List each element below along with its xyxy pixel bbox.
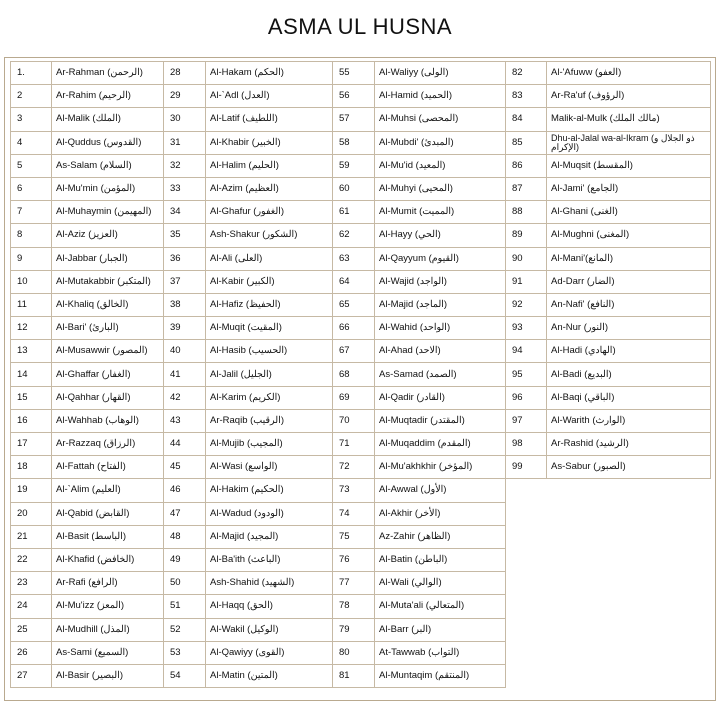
name-number: 90: [506, 247, 547, 270]
table-row: [11, 317, 711, 340]
name-text: Al-Akhir (الأخر): [375, 502, 506, 525]
empty-cell: [506, 618, 711, 641]
name-number: 66: [333, 317, 375, 340]
name-number: 56: [333, 85, 375, 108]
name-number: 23: [11, 572, 52, 595]
name-number: 20: [11, 502, 52, 525]
table-row: [11, 433, 711, 456]
name-number: 63: [333, 247, 375, 270]
names-table: [10, 61, 711, 688]
name-text: Ar-Ra'uf (الرؤوف): [547, 85, 711, 108]
table-row: [11, 386, 711, 409]
table-row: [11, 293, 711, 316]
name-number: 22: [11, 548, 52, 571]
name-text: Ad-Darr (الضار): [547, 270, 711, 293]
table-row: [11, 502, 711, 525]
name-text: Al-'Afuww (العفو): [547, 62, 711, 85]
name-text: Al-Muntaqim (المنتقم): [375, 664, 506, 687]
name-text: Al-Batin (الباطن): [375, 548, 506, 571]
table-row: [11, 664, 711, 687]
table-row: [11, 62, 711, 85]
name-text: As-Sabur (الصبور): [547, 456, 711, 479]
name-text: Al-Mu'min (المؤمن): [52, 177, 164, 200]
name-number: 41: [164, 363, 206, 386]
name-number: 60: [333, 177, 375, 200]
name-text: Al-Mubdi' (المبدئ): [375, 131, 506, 154]
name-text: Al-Mudhill (المذل): [52, 618, 164, 641]
name-text: Al-`Alim (العليم): [52, 479, 164, 502]
name-number: 79: [333, 618, 375, 641]
name-text: Al-Qabid (القابض): [52, 502, 164, 525]
name-number: 96: [506, 386, 547, 409]
name-number: 92: [506, 293, 547, 316]
name-text: Ar-Rafi (الرافع): [52, 572, 164, 595]
name-number: 31: [164, 131, 206, 154]
name-number: 42: [164, 386, 206, 409]
name-number: 35: [164, 224, 206, 247]
table-row: [11, 340, 711, 363]
table-row: [11, 177, 711, 200]
table-row: [11, 201, 711, 224]
name-number: 45: [164, 456, 206, 479]
name-number: 46: [164, 479, 206, 502]
name-number: 49: [164, 548, 206, 571]
name-number: 8: [11, 224, 52, 247]
empty-cell: [506, 479, 711, 502]
name-number: 4: [11, 131, 52, 154]
table-row: [11, 131, 711, 154]
name-text: Al-Khaliq (الخالق): [52, 293, 164, 316]
name-text: Al-Khafid (الخافض): [52, 548, 164, 571]
name-number: 14: [11, 363, 52, 386]
name-number: 84: [506, 108, 547, 131]
name-number: 57: [333, 108, 375, 131]
name-text: Az-Zahir (الظاهر): [375, 525, 506, 548]
empty-cell: [506, 595, 711, 618]
name-text: An-Nur (النور): [547, 317, 711, 340]
name-text: Al-Hadi (الهادي): [547, 340, 711, 363]
table-row: [11, 409, 711, 432]
name-number: 95: [506, 363, 547, 386]
name-number: 40: [164, 340, 206, 363]
name-text: Al-Ahad (الاحد): [375, 340, 506, 363]
empty-cell: [506, 572, 711, 595]
table-row: [11, 363, 711, 386]
name-text: Al-Aziz (العزيز): [52, 224, 164, 247]
name-number: 5: [11, 154, 52, 177]
name-text: Al-Halim (الحليم): [206, 154, 333, 177]
name-text: Al-Jalil (الجليل): [206, 363, 333, 386]
name-number: 34: [164, 201, 206, 224]
name-text: Al-`Adl (العدل): [206, 85, 333, 108]
name-text: Al-Baqi (الباقي): [547, 386, 711, 409]
name-text: Al-Muqaddim (المقدم): [375, 433, 506, 456]
name-number: 88: [506, 201, 547, 224]
name-text: Ar-Raqib (الرقيب): [206, 409, 333, 432]
name-text: Al-Jami' (الجامع): [547, 177, 711, 200]
name-number: 78: [333, 595, 375, 618]
name-text: Al-Quddus (القدوس): [52, 131, 164, 154]
name-number: 69: [333, 386, 375, 409]
empty-cell: [506, 525, 711, 548]
name-text: Al-Ghaffar (الغفار): [52, 363, 164, 386]
name-text: Al-Ba'ith (الباعث): [206, 548, 333, 571]
name-number: 87: [506, 177, 547, 200]
name-text: Malik-al-Mulk (مالك الملك): [547, 108, 711, 131]
name-number: 77: [333, 572, 375, 595]
name-text: Ar-Rashid (الرشيد): [547, 433, 711, 456]
name-number: 76: [333, 548, 375, 571]
table-row: [11, 572, 711, 595]
name-text: Al-Hakim (الحكيم): [206, 479, 333, 502]
name-text: Al-Majid (الماجد): [375, 293, 506, 316]
name-text: Al-Karim (الكريم): [206, 386, 333, 409]
table-row: [11, 85, 711, 108]
table-row: [11, 154, 711, 177]
name-text: Al-Hakam (الحكم): [206, 62, 333, 85]
name-number: 99: [506, 456, 547, 479]
table-row: [11, 618, 711, 641]
name-number: 91: [506, 270, 547, 293]
name-text: Al-Badi (البديع): [547, 363, 711, 386]
name-text: Al-Ghafur (الغفور): [206, 201, 333, 224]
name-text: Al-Haqq (الحق): [206, 595, 333, 618]
name-number: 2: [11, 85, 52, 108]
name-number: 89: [506, 224, 547, 247]
name-number: 54: [164, 664, 206, 687]
name-number: 67: [333, 340, 375, 363]
empty-cell: [506, 502, 711, 525]
name-text: Al-Hayy (الحي): [375, 224, 506, 247]
name-text: Al-Wasi (الواسع): [206, 456, 333, 479]
name-text: Al-Ali (العلى): [206, 247, 333, 270]
empty-cell: [506, 641, 711, 664]
name-number: 25: [11, 618, 52, 641]
name-number: 59: [333, 154, 375, 177]
name-text: Al-Wadud (الودود): [206, 502, 333, 525]
name-number: 52: [164, 618, 206, 641]
name-number: 27: [11, 664, 52, 687]
name-number: 48: [164, 525, 206, 548]
name-text: Al-Mu'id (المعيد): [375, 154, 506, 177]
name-number: 1.: [11, 62, 52, 85]
name-text: Al-Qahhar (القهار): [52, 386, 164, 409]
name-number: 94: [506, 340, 547, 363]
name-number: 61: [333, 201, 375, 224]
name-number: 55: [333, 62, 375, 85]
name-number: 17: [11, 433, 52, 456]
name-text: Ash-Shahid (الشهيد): [206, 572, 333, 595]
name-number: 70: [333, 409, 375, 432]
name-number: 9: [11, 247, 52, 270]
name-text: Al-Wakil (الوكيل): [206, 618, 333, 641]
name-text: As-Samad (الصمد): [375, 363, 506, 386]
name-number: 30: [164, 108, 206, 131]
empty-cell: [506, 548, 711, 571]
name-number: 12: [11, 317, 52, 340]
name-text: Dhu-al-Jalal wa-al-Ikram (ذو الجلال و الإكرام): [547, 131, 711, 154]
name-number: 33: [164, 177, 206, 200]
name-text: Al-Qawiyy (القوى): [206, 641, 333, 664]
name-text: Al-Muqtadir (المقتدر): [375, 409, 506, 432]
name-text: Al-Qayyum (القيوم): [375, 247, 506, 270]
name-text: Al-Mughni (المغنى): [547, 224, 711, 247]
name-number: 16: [11, 409, 52, 432]
name-text: Al-Latif (اللطيف): [206, 108, 333, 131]
name-text: Al-Hafiz (الحفيظ): [206, 293, 333, 316]
name-number: 53: [164, 641, 206, 664]
name-number: 80: [333, 641, 375, 664]
name-text: Al-Fattah (الفتاح): [52, 456, 164, 479]
name-text: Al-Wajid (الواجد): [375, 270, 506, 293]
name-number: 10: [11, 270, 52, 293]
name-number: 24: [11, 595, 52, 618]
name-number: 62: [333, 224, 375, 247]
name-text: Al-Wali (الوالي): [375, 572, 506, 595]
name-number: 74: [333, 502, 375, 525]
name-text: Al-Hamid (الحميد): [375, 85, 506, 108]
table-row: [11, 108, 711, 131]
name-text: Al-Kabir (الكبير): [206, 270, 333, 293]
name-text: Ar-Razzaq (الرزاق): [52, 433, 164, 456]
name-number: 68: [333, 363, 375, 386]
name-number: 86: [506, 154, 547, 177]
name-text: Al-Wahid (الواحد): [375, 317, 506, 340]
name-number: 3: [11, 108, 52, 131]
name-number: 75: [333, 525, 375, 548]
name-number: 6: [11, 177, 52, 200]
name-text: Al-Mutakabbir (المتكبر): [52, 270, 164, 293]
name-text: Ash-Shakur (الشكور): [206, 224, 333, 247]
name-text: Al-Muhyi (المحيى): [375, 177, 506, 200]
table-row: [11, 479, 711, 502]
name-text: Al-Waliyy (الولى): [375, 62, 506, 85]
name-text: Al-Qadir (القادر): [375, 386, 506, 409]
name-text: Al-Muta'ali (المتعالي): [375, 595, 506, 618]
name-text: At-Tawwab (التواب): [375, 641, 506, 664]
name-number: 85: [506, 131, 547, 154]
name-number: 13: [11, 340, 52, 363]
name-text: Al-Muhsi (المحصى): [375, 108, 506, 131]
name-text: Al-Muhaymin (المهيمن): [52, 201, 164, 224]
name-text: An-Nafi' (النافع): [547, 293, 711, 316]
name-number: 39: [164, 317, 206, 340]
name-number: 98: [506, 433, 547, 456]
name-text: Al-Jabbar (الجبار): [52, 247, 164, 270]
name-text: Al-Bari' (البارئ): [52, 317, 164, 340]
name-text: Al-Mu'izz (المعز): [52, 595, 164, 618]
name-number: 26: [11, 641, 52, 664]
name-number: 7: [11, 201, 52, 224]
name-number: 81: [333, 664, 375, 687]
name-text: Al-Musawwir (المصور): [52, 340, 164, 363]
name-number: 71: [333, 433, 375, 456]
name-number: 38: [164, 293, 206, 316]
name-number: 72: [333, 456, 375, 479]
table-row: [11, 641, 711, 664]
name-text: Al-Majid (المجيد): [206, 525, 333, 548]
name-text: Al-Mani'(المانع): [547, 247, 711, 270]
name-number: 32: [164, 154, 206, 177]
name-number: 21: [11, 525, 52, 548]
name-number: 19: [11, 479, 52, 502]
name-number: 73: [333, 479, 375, 502]
name-number: 65: [333, 293, 375, 316]
name-number: 64: [333, 270, 375, 293]
name-text: Al-Barr (البر): [375, 618, 506, 641]
name-text: Al-Muqit (المقيت): [206, 317, 333, 340]
name-number: 47: [164, 502, 206, 525]
name-text: Al-Mu'akhkhir (المؤخر): [375, 456, 506, 479]
name-number: 36: [164, 247, 206, 270]
name-number: 29: [164, 85, 206, 108]
name-text: Al-Ghani (الغنى): [547, 201, 711, 224]
name-number: 83: [506, 85, 547, 108]
name-text: Al-Mujib (المجيب): [206, 433, 333, 456]
page-title: ASMA UL HUSNA: [267, 14, 453, 39]
name-text: Al-Khabir (الخبير): [206, 131, 333, 154]
empty-cell: [506, 664, 711, 687]
name-text: Al-Muqsit (المقسط): [547, 154, 711, 177]
name-text: Al-Awwal (الأول): [375, 479, 506, 502]
table-row: [11, 525, 711, 548]
name-number: 11: [11, 293, 52, 316]
table-row: [11, 595, 711, 618]
name-text: Al-Basir (البصير): [52, 664, 164, 687]
name-number: 93: [506, 317, 547, 340]
name-text: Al-Basit (الباسط): [52, 525, 164, 548]
name-text: Al-Azim (العظيم): [206, 177, 333, 200]
name-number: 97: [506, 409, 547, 432]
name-number: 43: [164, 409, 206, 432]
table-row: [11, 548, 711, 571]
name-text: Al-Matin (المتين): [206, 664, 333, 687]
name-number: 28: [164, 62, 206, 85]
table-row: [11, 456, 711, 479]
name-text: Al-Warith (الوارث): [547, 409, 711, 432]
name-text: Al-Malik (الملك): [52, 108, 164, 131]
name-text: As-Sami (السميع): [52, 641, 164, 664]
name-number: 51: [164, 595, 206, 618]
name-number: 18: [11, 456, 52, 479]
table-row: [11, 224, 711, 247]
table-row: [11, 270, 711, 293]
name-number: 37: [164, 270, 206, 293]
name-number: 82: [506, 62, 547, 85]
name-number: 15: [11, 386, 52, 409]
name-text: Ar-Rahman (الرحمن): [52, 62, 164, 85]
name-text: Ar-Rahim (الرحيم): [52, 85, 164, 108]
name-text: As-Salam (السلام): [52, 154, 164, 177]
name-text: Al-Hasib (الحسيب): [206, 340, 333, 363]
table-row: [11, 247, 711, 270]
name-text: Al-Mumit (المميت): [375, 201, 506, 224]
name-number: 58: [333, 131, 375, 154]
name-text: Al-Wahhab (الوهاب): [52, 409, 164, 432]
name-number: 44: [164, 433, 206, 456]
name-number: 50: [164, 572, 206, 595]
